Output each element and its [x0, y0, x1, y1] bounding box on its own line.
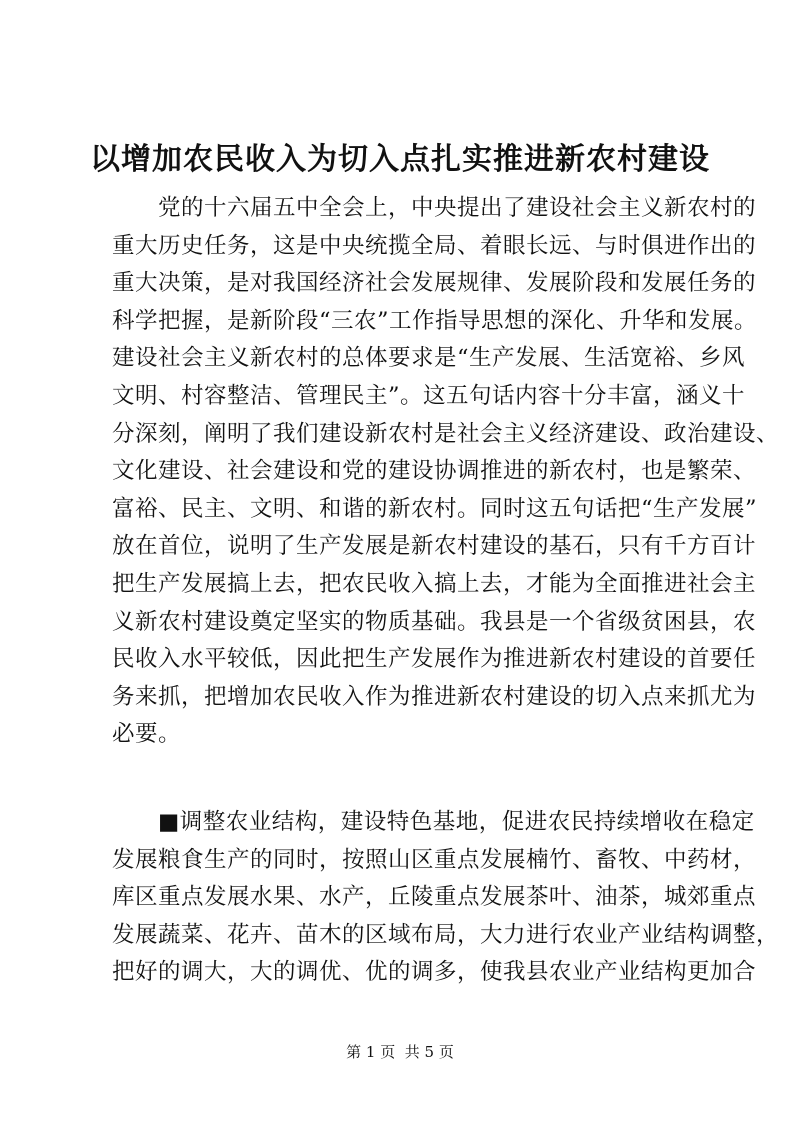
text-line: 文明、村容整洁、管理民主”。这五句话内容十分丰富，涵义十: [112, 382, 746, 409]
text-line: 民收入水平较低，因此把生产发展作为推进新农村建设的首要任: [112, 646, 757, 673]
text-line: 分深刻，阐明了我们建设新农村是社会主义经济建设、政治建设、: [112, 420, 780, 447]
text-line: 把好的调大，大的调优、优的调多，使我县农业产业结构更加合: [112, 959, 757, 986]
paragraph-1: [112, 190, 780, 754]
text-line: 必要。: [112, 721, 182, 748]
text-line: 义新农村建设奠定坚实的物质基础。我县是一个省级贫困县，农: [112, 608, 757, 635]
text-line: 库区重点发展水果、水产，丘陵重点发展茶叶、油茶，城郊重点: [112, 884, 757, 911]
text-line: 文化建设、社会建设和党的建设协调推进的新农村，也是繁荣、: [112, 458, 757, 485]
text-line: 把生产发展搞上去，把农民收入搞上去，才能为全面推进社会主: [112, 570, 757, 597]
text-line: 务来抓，把增加农民收入作为推进新农村建设的切入点来抓尤为: [112, 683, 757, 710]
text-line: ■调整农业结构，建设特色基地，促进农民持续增收在稳定: [158, 809, 755, 835]
document-title: 以增加农民收入为切入点扎实推进新农村建设: [90, 142, 710, 177]
text-line: 重大决策，是对我国经济社会发展规律、发展阶段和发展任务的: [112, 270, 757, 297]
text-line: 建设社会主义新农村的总体要求是“生产发展、生活宽裕、乡风: [112, 345, 746, 372]
paragraph-2: [112, 804, 780, 992]
text-line: 重大历史任务，这是中央统揽全局、着眼长远、与时俱进作出的: [112, 232, 757, 259]
text-line: 发展蔬菜、花卉、苗木的区域布局，大力进行农业产业结构调整，: [112, 921, 780, 948]
page-number-footer: 第 1 页 共 5 页: [346, 1043, 454, 1061]
text-line: 富裕、民主、文明、和谐的新农村。同时这五句话把“生产发展”: [112, 495, 758, 522]
text-line: 党的十六届五中全会上，中央提出了建设社会主义新农村的: [158, 195, 757, 221]
text-line: 发展粮食生产的同时，按照山区重点发展楠竹、畜牧、中药材，: [112, 846, 757, 873]
text-line: 放在首位，说明了生产发展是新农村建设的基石，只有千方百计: [112, 533, 757, 560]
text-line: 科学把握，是新阶段“三农”工作指导思想的深化、升华和发展。: [112, 307, 758, 334]
